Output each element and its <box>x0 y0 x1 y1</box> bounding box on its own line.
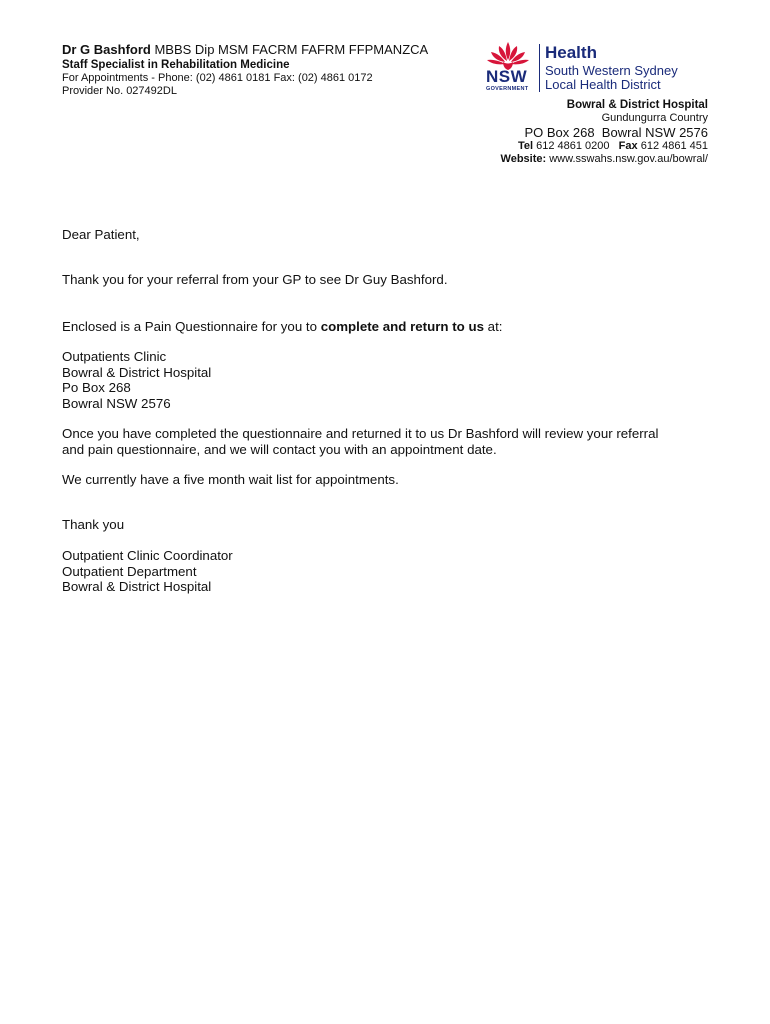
doctor-title: Staff Specialist in Rehabilitation Medicine <box>62 59 290 71</box>
tel-number: 612 4861 0200 <box>536 140 610 152</box>
doctor-header <box>62 42 482 98</box>
paragraph-referral: Thank you for your referral from your GP to see Dr Guy Bashford. <box>62 272 448 287</box>
closing: Thank you <box>62 517 125 532</box>
address-line: Bowral NSW 2576 <box>62 395 171 411</box>
return-address <box>62 349 712 411</box>
hospital-country: Gundungurra Country <box>601 112 708 124</box>
questionnaire-text-pre: Enclosed is a Pain Questionnaire for you to <box>62 319 321 334</box>
fax-label: Fax <box>618 140 638 152</box>
address-line: Outpatients Clinic <box>62 349 167 364</box>
provider-number: Provider No. 027492DL <box>62 85 177 97</box>
doctor-name: Dr G Bashford <box>62 42 151 57</box>
paragraph-review <box>62 426 712 457</box>
signature-line: Bowral & District Hospital <box>62 579 212 594</box>
signature-block <box>62 548 712 595</box>
hospital-website-line <box>388 153 708 166</box>
salutation: Dear Patient, <box>62 227 140 242</box>
signature-line: Outpatient Clinic Coordinator <box>62 548 233 563</box>
nsw-wordmark: NSW <box>486 67 528 86</box>
hospital-address <box>388 98 708 166</box>
government-wordmark: GOVERNMENT <box>486 86 529 92</box>
district-line-1: South Western Sydney <box>545 63 678 78</box>
hospital-name: Bowral & District Hospital <box>566 99 708 111</box>
doctor-line <box>62 42 482 57</box>
tel-label: Tel <box>517 140 534 152</box>
health-wordmark: Health <box>545 43 597 62</box>
district-line-2: Local Health District <box>545 77 661 92</box>
address-line: Bowral & District Hospital <box>62 364 212 380</box>
address-line: Po Box 268 <box>62 380 131 395</box>
appointment-contact: For Appointments - Phone: (02) 4861 0181 Fax: (02) 4861 0172 <box>62 72 373 84</box>
paragraph-wait-list: We currently have a five month wait list for appointments. <box>62 472 399 487</box>
review-line-1: Once you have completed the questionnaire and returned it to us Dr Bashford will review your referral <box>62 426 659 441</box>
hospital-phone-line <box>388 140 708 153</box>
doctor-credentials: MBBS Dip MSM FACRM FAFRM FFPMANZCA <box>154 42 429 57</box>
signature-line: Outpatient Department <box>62 563 197 579</box>
questionnaire-text-bold: complete and return to us <box>320 319 484 334</box>
website-label: Website: <box>500 153 547 165</box>
website-link[interactable]: www.sswahs.nsw.gov.au/bowral/ <box>549 153 708 165</box>
questionnaire-text-post: at: <box>483 319 503 334</box>
logo-divider <box>539 44 540 92</box>
nsw-health-logo <box>483 40 693 92</box>
review-line-2: and pain questionnaire, and we will contact you with an appointment date. <box>62 441 497 457</box>
hospital-po-box: PO Box 268 Bowral NSW 2576 <box>524 125 708 140</box>
fax-number: 612 4861 451 <box>640 140 708 152</box>
paragraph-questionnaire <box>62 319 712 335</box>
